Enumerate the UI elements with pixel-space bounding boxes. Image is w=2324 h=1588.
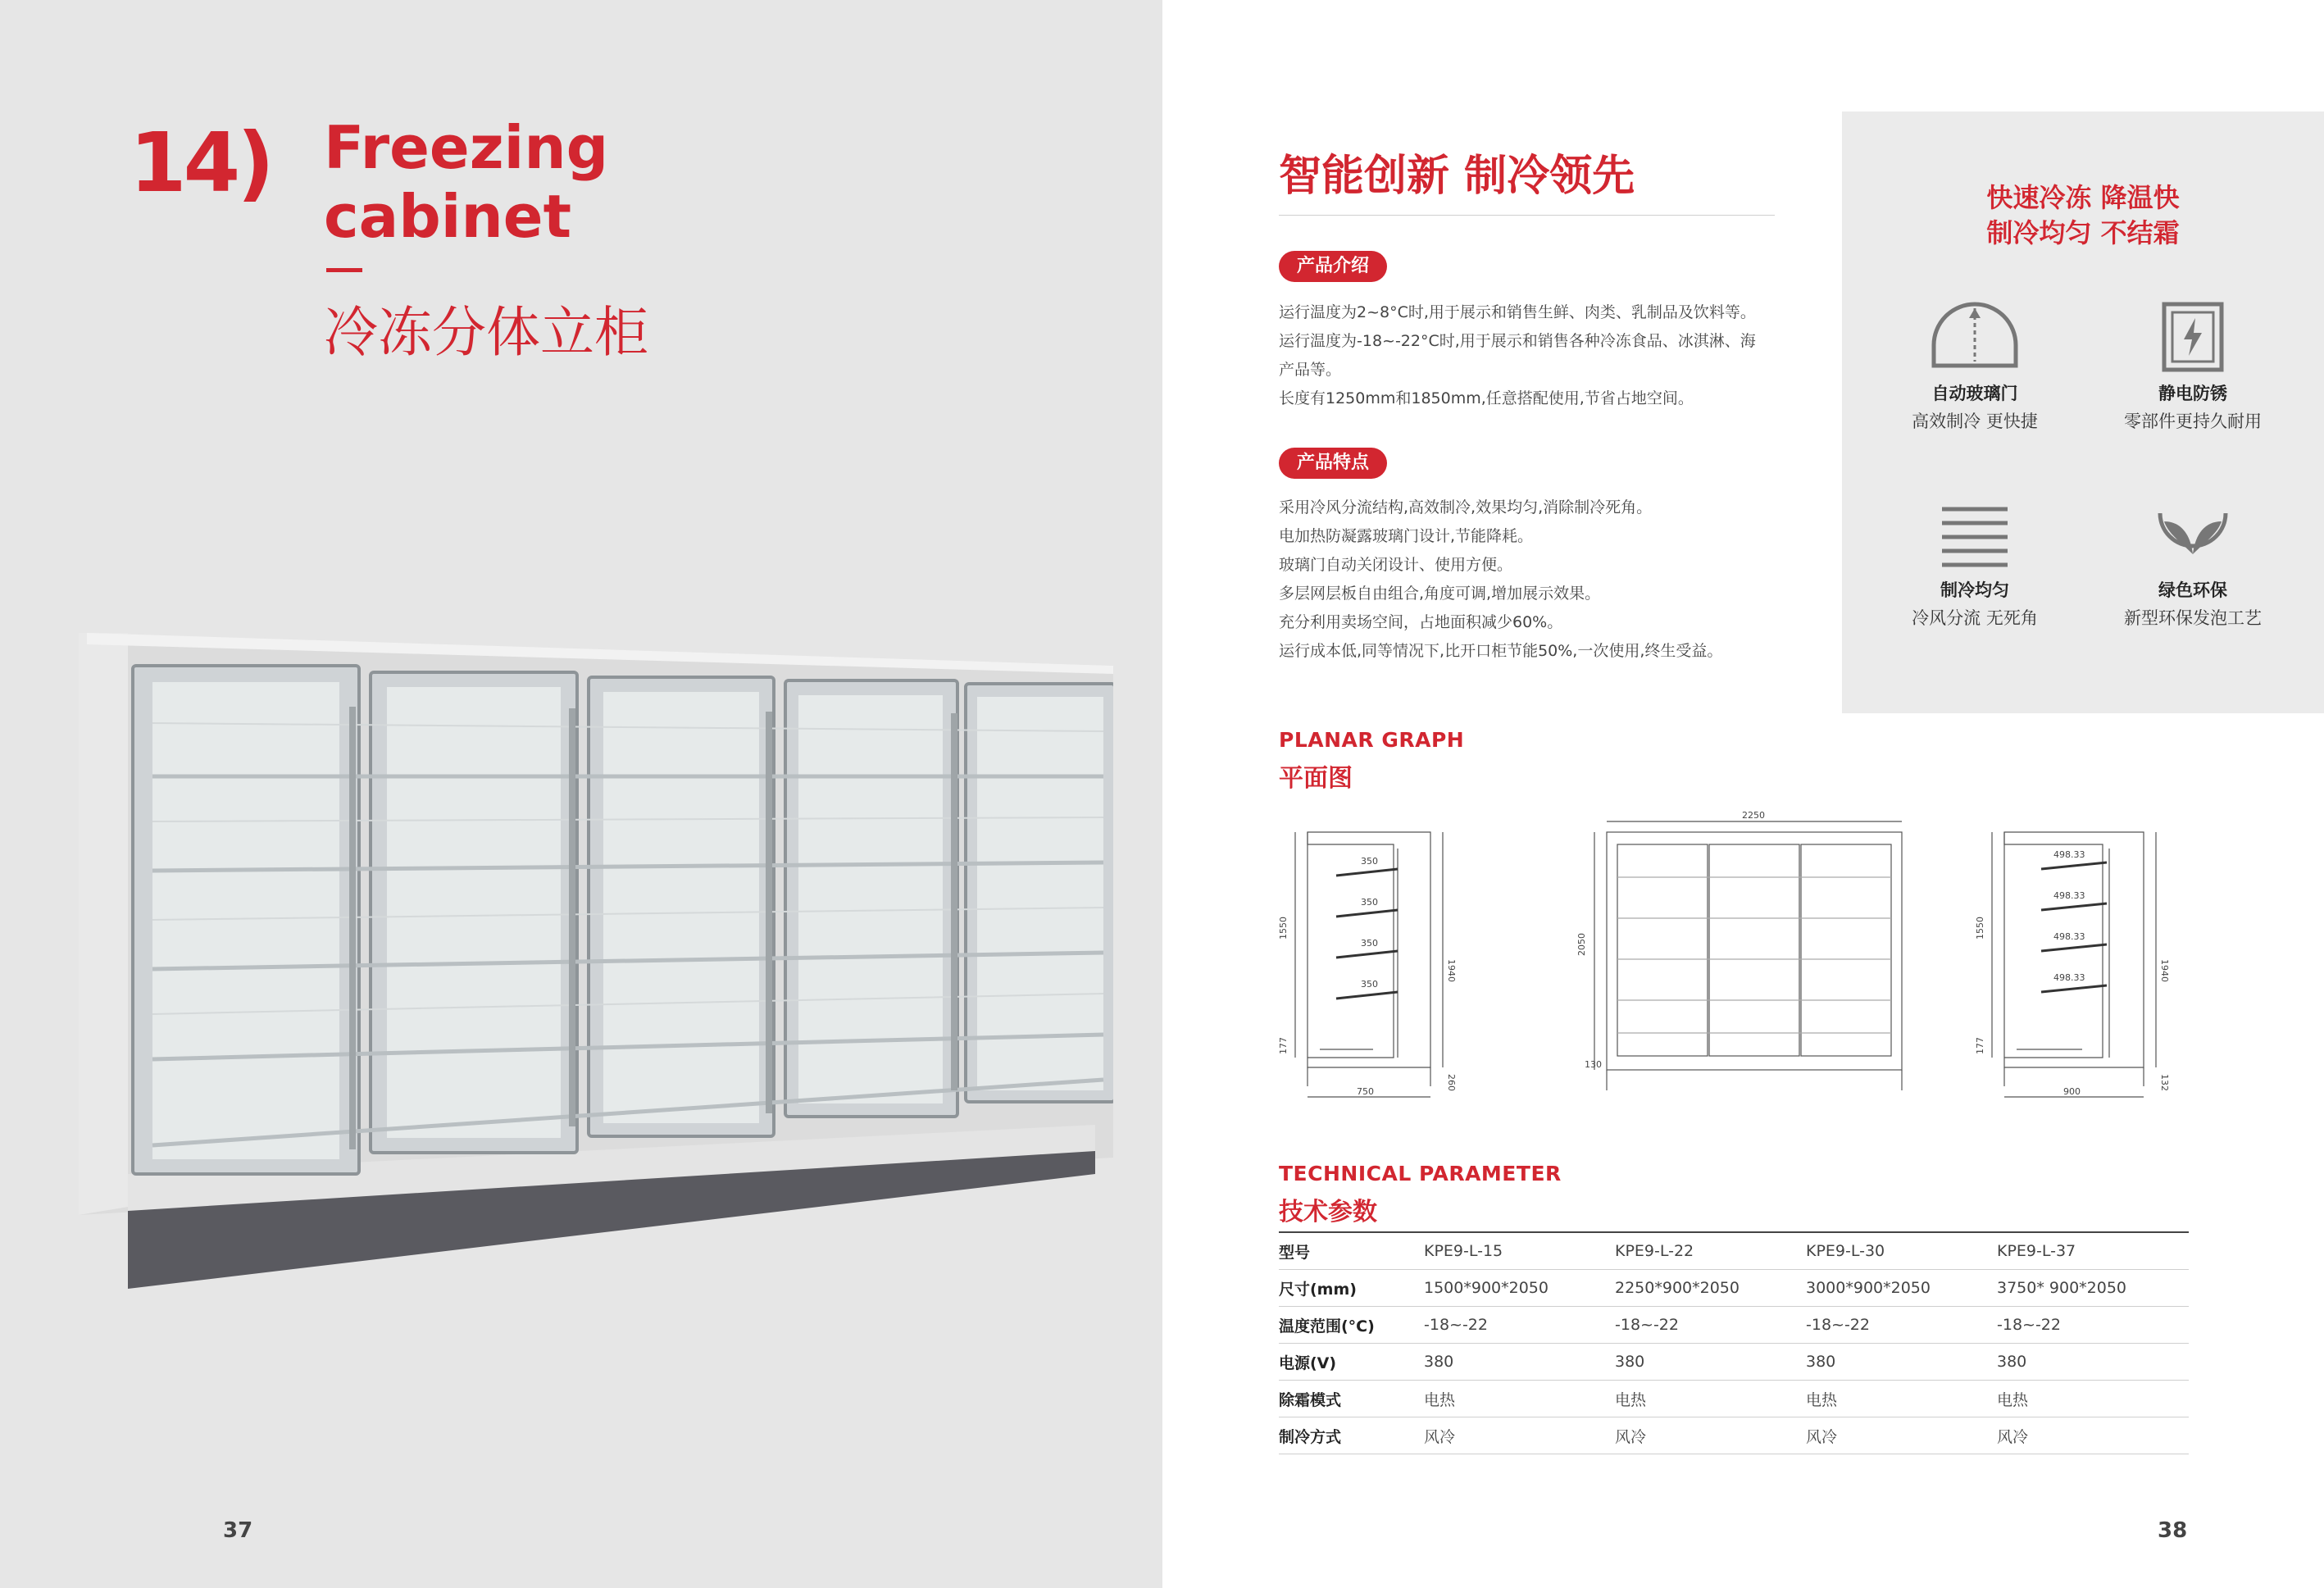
- headline-2: 制冷均匀 不结霜: [1986, 217, 2180, 248]
- page-title-cn: 冷冻分体立柜: [324, 301, 648, 364]
- headline-1: 快速冷冻 降温快: [1986, 182, 2180, 213]
- feature-item: [2094, 497, 2291, 630]
- table-cell: KPE9-L-22: [1615, 1232, 1806, 1270]
- shelf-dim-label: 498.33: [2053, 890, 2085, 901]
- table-cell: 380: [1997, 1344, 2189, 1381]
- auto-glass-door-icon: [1930, 300, 2020, 374]
- feature-item: [1876, 497, 2073, 630]
- slogan: 智能创新 制冷领先: [1279, 152, 1635, 201]
- height-dim-label: 260: [1446, 1074, 1457, 1091]
- technical-title-cn: 技术参数: [1279, 1198, 1377, 1226]
- feature-sub: 高效制冷 更快捷: [1912, 412, 2038, 431]
- row-label: 温度范围(°C): [1279, 1307, 1424, 1344]
- intro-line: 运行温度为2~8°C时,用于展示和销售生鲜、肉类、乳制品及饮料等。: [1279, 303, 1756, 321]
- shelf-dim-label: 350: [1361, 979, 1378, 990]
- title-en-line2: cabinet: [324, 182, 571, 251]
- width-dim-label: 900: [2063, 1086, 2081, 1097]
- shelf-dim-label: 498.33: [2053, 849, 2085, 860]
- table-cell: 380: [1424, 1344, 1615, 1381]
- title-divider: [326, 268, 362, 272]
- table-cell: 风冷: [1806, 1417, 1997, 1454]
- table-cell: 电热: [1997, 1381, 2189, 1417]
- row-label: 型号: [1279, 1232, 1424, 1270]
- row-label: 制冷方式: [1279, 1417, 1424, 1454]
- intro-line: 长度有1250mm和1850mm,任意搭配使用,节省占地空间。: [1279, 389, 1694, 407]
- slogan-divider: [1279, 215, 1775, 216]
- side-view-drawing-3: [1992, 832, 2156, 1097]
- table-cell: 1500*900*2050: [1424, 1270, 1615, 1307]
- feature-sub: 新型环保发泡工艺: [2124, 608, 2262, 628]
- table-cell: 风冷: [1424, 1417, 1615, 1454]
- height-dim-label: 132: [2159, 1074, 2170, 1091]
- table-cell: 3000*900*2050: [1806, 1270, 1997, 1307]
- table-cell: 3750* 900*2050: [1997, 1270, 2189, 1307]
- planar-title-cn: 平面图: [1279, 764, 1353, 793]
- intro-line: 运行温度为-18~-22°C时,用于展示和销售各种冷冻食品、冰淇淋、海: [1279, 332, 1756, 350]
- height-dim-label: 177: [1278, 1037, 1289, 1054]
- features-label: 产品特点: [1279, 448, 1387, 479]
- shelf-dim-label: 350: [1361, 897, 1378, 908]
- table-row: [1279, 1307, 2189, 1344]
- row-label: 电源(V): [1279, 1344, 1424, 1381]
- chapter-number: 14): [130, 115, 271, 211]
- table-row: [1279, 1344, 2189, 1381]
- technical-title-en: TECHNICAL PARAMETER: [1279, 1162, 1562, 1185]
- row-label: 尺寸(mm): [1279, 1270, 1424, 1307]
- feature-line: 充分利用卖场空间，占地面积减少60%。: [1279, 613, 1563, 631]
- intro-label: 产品介绍: [1279, 251, 1387, 282]
- table-cell: 380: [1615, 1344, 1806, 1381]
- even-cooling-icon: [1930, 497, 2020, 571]
- technical-table: [1279, 1231, 2189, 1454]
- feature-item: [2094, 300, 2291, 433]
- row-label: 除霜模式: [1279, 1381, 1424, 1417]
- table-row: [1279, 1270, 2189, 1307]
- width-dim-label: 2250: [1742, 812, 1765, 821]
- page-number-left: 37: [223, 1518, 253, 1543]
- height-dim-label: 2050: [1576, 933, 1587, 956]
- feature-sub: 冷风分流 无死角: [1912, 608, 2038, 628]
- width-dim-label: 750: [1357, 1086, 1374, 1097]
- height-dim-label: 1550: [1278, 917, 1289, 940]
- table-cell: 风冷: [1997, 1417, 2189, 1454]
- feature-title: 静电防锈: [2158, 384, 2227, 403]
- height-dim-label: 177: [1975, 1037, 1985, 1054]
- title-en-line1: Freezing: [324, 113, 609, 182]
- table-cell: KPE9-L-37: [1997, 1232, 2189, 1270]
- table-row: [1279, 1417, 2189, 1454]
- front-view-drawing: [1594, 821, 1902, 1090]
- eco-leaf-icon: [2148, 497, 2238, 571]
- features-text: [1279, 494, 1787, 666]
- table-cell: 电热: [1615, 1381, 1806, 1417]
- table-cell: KPE9-L-30: [1806, 1232, 1997, 1270]
- table-cell: -18~-22: [1806, 1307, 1997, 1344]
- table-cell: 380: [1806, 1344, 1997, 1381]
- feature-title: 制冷均匀: [1940, 580, 2009, 600]
- table-cell: 电热: [1424, 1381, 1615, 1417]
- freezer-cabinet-image: [79, 633, 1113, 1289]
- feature-line: 采用冷风分流结构,高效制冷,效果均匀,消除制冷死角。: [1279, 498, 1653, 516]
- feature-sub: 零部件更持久耐用: [2124, 412, 2262, 431]
- table-row: [1279, 1232, 2189, 1270]
- feature-line: 电加热防凝露玻璃门设计,节能降耗。: [1279, 527, 1534, 545]
- table-cell: KPE9-L-15: [1424, 1232, 1615, 1270]
- shelf-dim-label: 498.33: [2053, 972, 2085, 983]
- feature-line: 多层网层板自由组合,角度可调,增加展示效果。: [1279, 585, 1601, 603]
- side-view-drawing-1: [1295, 832, 1443, 1097]
- feature-line: 玻璃门自动关闭设计、使用方便。: [1279, 556, 1513, 574]
- table-cell: -18~-22: [1424, 1307, 1615, 1344]
- table-cell: -18~-22: [1615, 1307, 1806, 1344]
- planar-title-en: PLANAR GRAPH: [1279, 728, 1465, 752]
- intro-text: [1279, 298, 1787, 413]
- feature-item: [1876, 300, 2073, 433]
- intro-line: 产品等。: [1279, 361, 1342, 379]
- table-cell: 2250*900*2050: [1615, 1270, 1806, 1307]
- feature-title: 自动玻璃门: [1931, 384, 2018, 403]
- height-dim-label: 1940: [2159, 959, 2170, 982]
- height-dim-label: 1550: [1975, 917, 1985, 940]
- table-row: [1279, 1381, 2189, 1417]
- anti-static-icon: [2148, 300, 2238, 374]
- page-number-right: 38: [2158, 1518, 2188, 1543]
- table-cell: -18~-22: [1997, 1307, 2189, 1344]
- planar-drawings: [1275, 812, 2193, 1115]
- page-title-en: [324, 113, 608, 251]
- feature-line: 运行成本低,同等情况下,比开口柜节能50%,一次使用,终生受益。: [1279, 642, 1723, 660]
- table-cell: 电热: [1806, 1381, 1997, 1417]
- height-dim-label: 1940: [1446, 959, 1457, 982]
- shelf-dim-label: 350: [1361, 856, 1378, 867]
- height-dim-label: 130: [1585, 1059, 1602, 1070]
- shelf-dim-label: 350: [1361, 938, 1378, 949]
- shelf-dim-label: 498.33: [2053, 931, 2085, 942]
- feature-box: [1842, 111, 2324, 713]
- feature-headline: [1842, 180, 2324, 251]
- feature-title: 绿色环保: [2158, 580, 2227, 600]
- table-cell: 风冷: [1615, 1417, 1806, 1454]
